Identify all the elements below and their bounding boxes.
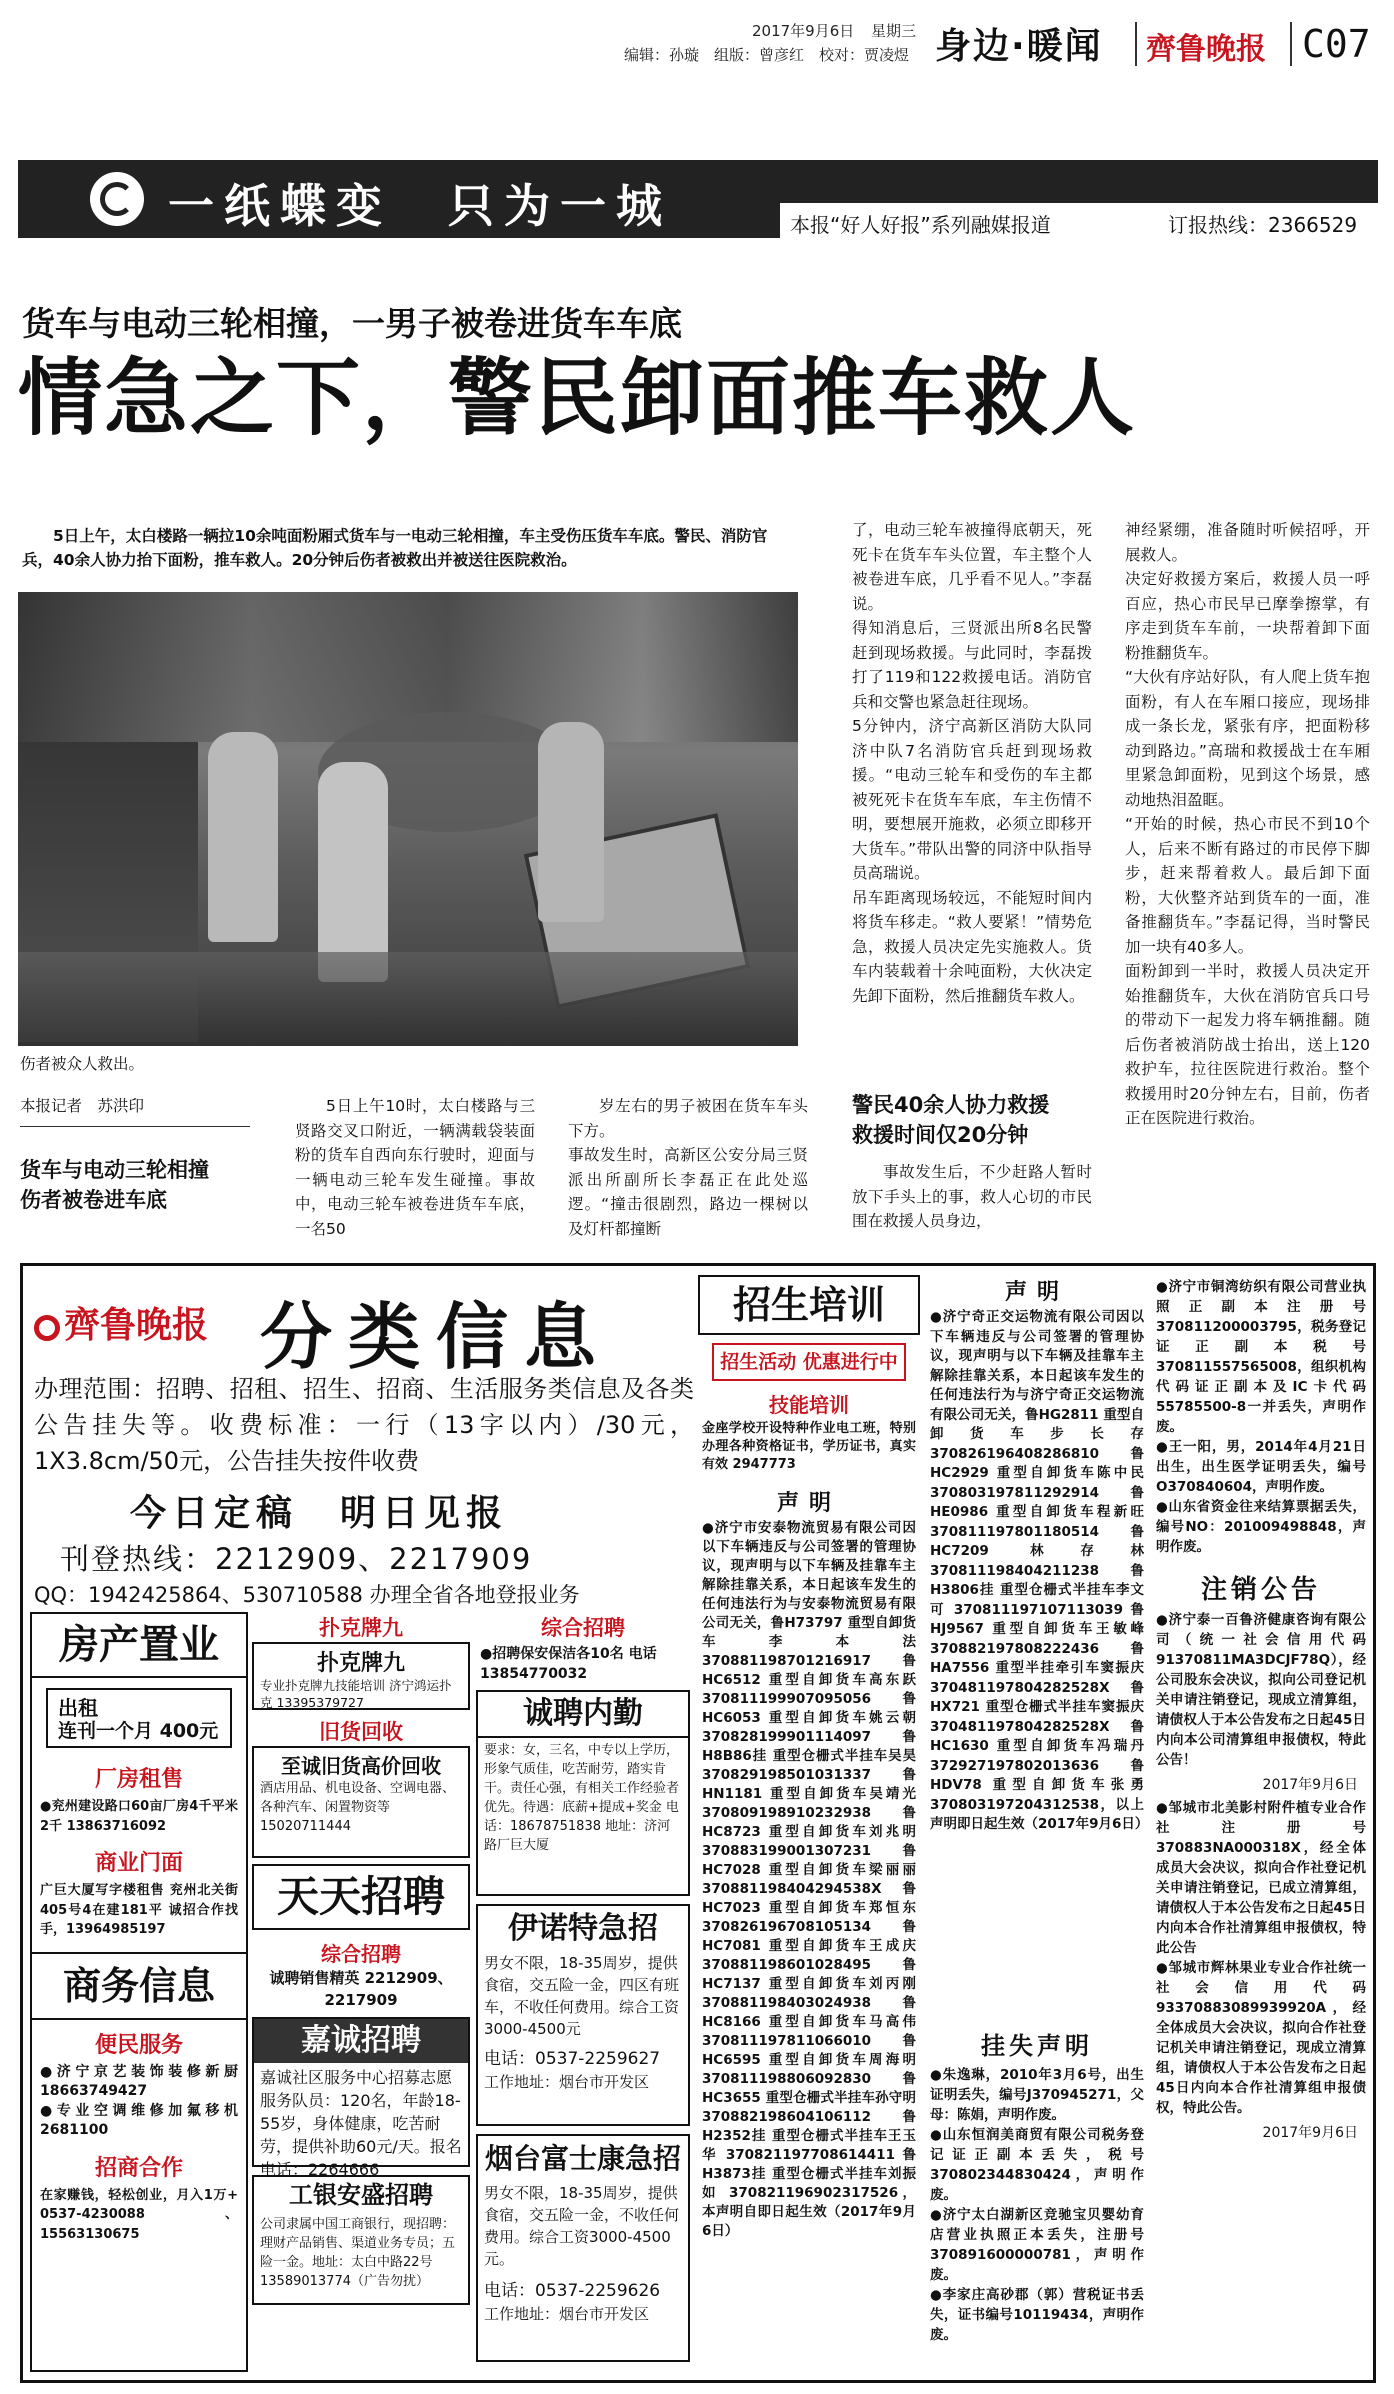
realestate-heading: 房产置业 (32, 1614, 246, 1678)
jiacheng-ad (252, 2017, 470, 2179)
issue-date: 2017年9月6日 (752, 22, 855, 40)
yantai-tel: 电话：0537-2259626 (484, 2281, 661, 2301)
article-column-3b: 事故发生后，不少赶路人暂时放下手头上的事，救人心切的市民围在救援人员身边， (852, 1163, 1092, 1230)
ads-column-e (926, 1275, 1148, 2375)
notice2-title: 声明 (1004, 1280, 1069, 1305)
promo-box: 招生活动 优惠进行中 (712, 1343, 906, 1381)
chengpin-heading: 诚聘内勤 (478, 1692, 688, 1738)
poker-ad (252, 1642, 470, 1710)
editor-credits: 编辑：孙璇 组版：曾彦红 校对：贾凌煜 (624, 46, 910, 64)
paragraph: 5日上午10时，太白楼路与三贤路交叉口附近，一辆满载袋装面粉的货车自西向东行驶时，迎面与一辆电动三轮车发生碰撞。事故中，电动三轮车被卷进货车车底，一名50 (295, 1097, 535, 1238)
cancel2-text: ●邹城市北美影村附件植专业合作社注册号370883NA000318X，经全体成员大会决议，拟向合作社登记机关申请注销登记，已成立清算组，请债权人于本公告发布之日起45日内向本合作社清算组申报债权，特此公告 ●邹城市辉林果业专业合作社统一社会信用代码93370883089939920A，经全体成员大会决议，拟向合作社登记机关申请注销登记，现成立清算组，请债权人于本公告发布之日起45日内向本合作社清算组申报债权，特此公告。 (1156, 1800, 1366, 2116)
ads-column-b (252, 1612, 470, 2372)
news-photo (18, 592, 798, 1046)
banner-slogan: 一纸蝶变 只为一城 (168, 179, 672, 233)
photo-caption: 5日上午，太白楼路一辆拉10余吨面粉厢式货车与一电动三轮相撞，车主受伤压货车车底。警民、消防官兵，40余人协力抬下面粉，推车救人。20分钟后伤者被救出并被送往医院救治。 (22, 527, 768, 569)
subscribe-hotline: 订报热线：2366529 (1168, 213, 1358, 237)
yantai-text: 男女不限，18-35周岁，提供食宿，交五险一金，不收任何费用。综合工资3000-4500元。 (484, 2184, 680, 2268)
ads-column-f (1152, 1275, 1370, 2375)
poker-title: 扑克牌九 (319, 1616, 403, 1640)
banner-logo-icon (90, 172, 144, 226)
gongyin-text: 公司隶属中国工商银行，现招聘：理财产品销售、渠道业务专员；五险一金。地址：太白中路22号 13589013774（广告勿扰） (260, 2217, 456, 2289)
factory-title: 厂房租售 (94, 1767, 183, 1792)
yinuo-text: 男女不限，18-35周岁，提供食宿，交五险一金，四区有班车，不收任何费用。综合工资3000-4500元 (484, 1954, 680, 2038)
classified-scope: 办理范围：招聘、招租、招生、招商、生活服务类信息及各类公告挂失等。收费标准：一行（13字以内）/30元，1X3.8cm/50元，公告挂失按件收费 (34, 1375, 694, 1475)
notice2-text: ●济宁奇正交运物流有限公司因以下车辆违反与公司签署的管理协议，现声明与以下车辆及挂靠车主解除挂靠关系，本日起该车发生的任何违法行为与济宁奇正交运物流有限公司无关，鲁HG2811 重型自卸货车步长存 370826196408286810 鲁HC2929 重型自卸货车陈中民 370803197811292914 鲁HE0986 重型自卸货车程新旺 370811197801180514 鲁HC7209 林存林 370811198404211238 鲁H3806挂 重型仓栅式半挂车李文可 370811197107113039 鲁HJ9567 重型自卸货车王敏峰 370882197808222436 鲁HA7556 重型半挂牵引车窦振庆 370481197804282528X 鲁HX721 重型仓栅式半挂车窦振庆 370481197804282528X 鲁HC1630 重型自卸货车冯瑞丹 372927197802013636 鲁HDV78 重型自卸货车张勇 370803197204312538，以上声明即日起生效（2017年9月6日） (930, 1309, 1149, 1832)
header-divider (1290, 22, 1292, 66)
tiantian-heading: 天天招聘 (252, 1864, 470, 1930)
gongyin-ad (252, 2175, 470, 2305)
yantai-heading: 烟台富士康急招 (484, 2142, 681, 2175)
article-column-4: 神经紧绷，准备随时听候招呼，开展救人。 决定好救援方案后，救援人员一呼百应，热心市民早已摩拳擦掌，有序走到货车车前，一块帮着卸下面粉推翻货车。 “大伙有序站好队，有人爬上货车抱面粉，有人在车厢口接应，现场排成一条长龙，紧张有序，把面粉移动到路边。”高瑞和救援战士在车厢里紧急卸面粉，见到这个场景，感动地热泪盈眶。 “开始的时候，热心市民不到10个人，后来不断有路过的市民停下脚步，赶来帮着救人。最后卸下面粉，大伙整齐站到货车的一面，准备推翻货车。”李磊记得，当时警民加一块有40多人。 面粉卸到一半时，救援人员决定开始推翻货车，大伙在消防官兵口号的带动下一起发力将车辆推翻。随后伤者被消防战士抬出，送上120救护车，拉往医院进行救治。整个救援用时20分钟左右，目前，伤者正在医院进行救治。 (1125, 521, 1370, 1127)
classified-logo (34, 1297, 208, 1348)
yinuo-ad (476, 1904, 690, 2126)
lost-text: ●朱逸琳，2010年3月6号，出生证明丢失，编号J370945271，父母：陈娟，声明作废。 ●山东恒润美商贸有限公司税务登记证正副本丢失，税号370802344830424，声明作废。 ●济宁太白湖新区竞驰宝贝婴幼育店营业执照正本丢失，注册号370891600000781，声明作废。 ●李家庄高砂郡（郭）营税证书丢失，证书编号10119434，声明作废。 (930, 2067, 1144, 2343)
right-notice-text: ●济宁市铜湾纺织有限公司营业执照正副本注册号370811200003795，税务登记证正副本税号370811557565008，组织机构代码证正副本及IC卡代码55785500-8一并丢失，声明作废。 ●王一阳，男，2014年4月21日出生，出生医学证明丢失，编号O370840604，声明作废。 ●山东省资金往来结算票据丢失，编号NO：201009498848，声明作废。 (1156, 1279, 1366, 1555)
ads-column-c (476, 1612, 690, 2372)
invest-text: 在家赚钱，轻松创业，月入1万+ 0537-4230088、15563130675 (40, 2187, 238, 2242)
series-label: 本报“好人好报”系列融媒报道 (790, 213, 1051, 237)
firefighter-figure (318, 762, 388, 982)
cancel-text: ●济宁泰一百鲁济健康咨询有限公司（统一社会信用代码91370811MA3DCJF78Q），经公司股东会决议，拟向公司登记机关申请注销登记，现成立清算组，请债权人于本公告发布之日起45日内向本公司清算组申报债权，特此公告！ (1156, 1612, 1366, 1768)
gongyin-heading: 工银安盛招聘 (289, 2181, 433, 2209)
firefighter-figure (208, 732, 278, 942)
poker-heading: 扑克牌九 (316, 1651, 405, 1676)
section-title: 身边·暖闻 (935, 26, 1103, 67)
recycle-heading: 至诚旧货高价回收 (281, 1754, 441, 1778)
yinuo-tel: 电话：0537-2259627 (484, 2049, 661, 2069)
cancel-title: 注销公告 (1200, 1575, 1321, 1605)
classified-slogan: 今日定稿 明日见报 (130, 1492, 509, 1534)
page-number: C07 (1302, 22, 1371, 66)
notice-title: 声明 (776, 1491, 841, 1516)
issue-weekday: 星期三 (871, 22, 917, 40)
invest-title: 招商合作 (94, 2155, 183, 2181)
photo-caption-small: 伤者被众人救出。 (20, 1055, 145, 1073)
chengpin-ad (476, 1690, 690, 1896)
yantai-addr: 工作地址：烟台市开发区 (484, 2305, 650, 2323)
jiacheng-text: 嘉诚社区服务中心招募志愿服务队员：120名，年龄18-55岁，身体健康，吃苦耐劳，提供补助60元/天。报名电话：2264666 (260, 2068, 462, 2179)
reporter-credit: 本报记者 苏洪印 (20, 1097, 145, 1115)
hiring-title: 综合招聘 (321, 1942, 401, 1966)
skill-text: 金座学校开设特种作业电工班，特别办理各种资格证书，学历证书，真实有效 2947773 (702, 1421, 916, 1472)
lost-title: 挂失声明 (981, 2032, 1093, 2060)
article-column-3: 了，电动三轮车被撞得底朝天，死死卡在货车车头位置，车主整个人被卷进车底，几乎看不见人。”李磊说。 得知消息后，三贤派出所8名民警赶到现场救援。与此同时，李磊拨打了119和122救援电话。消防官兵和交警也紧急赶往现场。 5分钟内，济宁高新区消防大队同济中队7名消防官兵赶到现场救援。“电动三轮车和受伤的车主都被死死卡在货车车底，车主伤情不明，要想展开施救，必须立即移开大货车。”带队出警的同济中队指导员高瑞说。 吊车距离现场较远，不能短时间内将货车移走。“救人要紧！”情势危急，救援人员决定先实施救人。货车内装载着十余吨面粉，大伙决定先卸下面粉，然后推翻货车救人。 (852, 521, 1092, 1005)
rent-text: 连刊一个月 400元 (58, 1720, 219, 1742)
classified-header (30, 1275, 694, 1607)
rent-ad (46, 1688, 232, 1748)
article-subtitle: 货车与电动三轮相撞，一男子被卷进货车车底 (22, 304, 682, 343)
brand-icon (34, 1315, 60, 1341)
banner-info-strip (780, 203, 1380, 239)
ads-column-d (698, 1275, 920, 2375)
recycle-ad (252, 1746, 470, 1858)
rent-title: 出租 (58, 1696, 98, 1720)
poker-text: 专业扑克牌九技能培训 济宁鸿运扑克 13395379727 (260, 1678, 452, 1710)
issue-date-line (752, 20, 916, 41)
article-summary: 货车与电动三轮相撞 伤者被卷进车底 (20, 1158, 209, 1212)
article-column-2: 岁左右的男子被困在货车车头下方。 事故发生时，高新区公安分局三贤派出所副所长李磊正在此处巡逻。“撞击很剧烈，路边一棵树以及灯杆都撞断 (568, 1097, 808, 1238)
cancel-date: 2017年9月6日 (1262, 1777, 1358, 1793)
business-heading: 商务信息 (32, 1952, 246, 2020)
yantai-ad (476, 2134, 690, 2362)
classified-hotline: 刊登热线：2212909、2217909 (60, 1542, 533, 1576)
hiring-text: 诚聘销售精英 2212909、2217909 (269, 1969, 453, 2009)
life-title: 便民服务 (94, 2032, 183, 2058)
training-heading: 招生培训 (698, 1275, 920, 1335)
article-title: 情急之下，警民卸面推车救人 (18, 348, 1137, 447)
recycle-title: 旧货回收 (319, 1720, 403, 1744)
shop-text: 广巨大厦写字楼租售 兖州北关街405号4在建181平 诚招合作找手，13964985197 (40, 1883, 238, 1937)
article-subhead: 警民40余人协力救援 救援时间仅20分钟 (852, 1093, 1050, 1147)
notice-text: ●济宁市安泰物流贸易有限公司因以下车辆违反与公司签署的管理协议，现声明与以下车辆及挂靠车主解除挂靠关系，本日起该车发生的任何违法行为与安泰物流贸易有限公司无关，鲁H73797 重型自卸货车李本法 370881198701216917 鲁HC6512 重型自卸货车高东跃 370811199907095056 鲁HC6053 重型自卸货车姚云朝 370828199901114097 鲁H8B86挂 重型仓栅式半挂车吴昊 370829198501031337 鲁HN1181 重型自卸货车吴靖光 370809198910232938 鲁HC8723 重型自卸货车刘兆明 370883199001307231 鲁HC7028 重型自卸货车梁丽丽 370881198404294538X 鲁HC7023 重型自卸货车郑恒东 370826196708105134 鲁HC7081 重型自卸货车王成庆 370881198601028495 鲁HC7137 重型自卸货车刘丙刚 370881198403024938 鲁HC8166 重型自卸货车马高伟 370811197811066010 鲁HC6595 重型自卸货车周海明 370811198806092830 鲁HC3655 重型仓栅式半挂车孙守明 370882198604106112 鲁H2352挂 重型仓栅式半挂车王玉华 370821197708614411 鲁H3873挂 重型仓栅式半挂车刘振如 370821196902317526，本声明自即日起生效（2017年9月6日） (702, 1520, 916, 2239)
classified-qq: QQ：1942425864、530710588 办理全省各地登报业务 (34, 1583, 580, 1607)
brand-logo: 齊鲁晚报 (1146, 32, 1266, 67)
cancel2-date: 2017年9月6日 (1262, 2125, 1358, 2141)
classified-logo-text: 齊鲁晚报 (64, 1304, 209, 1346)
shop-title: 商业门面 (94, 1851, 183, 1876)
ads-column-a (30, 1612, 248, 2372)
general-title: 综合招聘 (541, 1616, 625, 1640)
factory-text: ●兖州建设路口60亩厂房4千平米2千 13863716092 (40, 1799, 238, 1834)
article-column-1 (295, 1094, 535, 1241)
jiacheng-heading: 嘉诚招聘 (254, 2019, 468, 2063)
security-text: ●招聘保安保洁各10名 电话13854770032 (480, 1646, 657, 1682)
header-divider (1135, 22, 1137, 66)
firefighter-figure (538, 722, 604, 922)
classified-title: 分类信息 (260, 1294, 613, 1379)
recycle-text: 酒店用品、机电设备、空调电器、各种汽车、闲置物资等 15020711444 (260, 1781, 456, 1834)
chengpin-text: 要求：女，三名，中专以上学历，形象气质佳，吃苦耐劳，踏实肯干。责任心强，有相关工作经验者优先。待遇：底薪+提成+奖金 电话：18678751838 地址：济河路厂巨大厦 (484, 1743, 680, 1853)
life-text: ●济宁京艺装饰装修新厨 18663749427 ●专业空调维修加氟移机 2681100 (40, 2063, 238, 2138)
yinuo-heading: 伊诺特急招 (508, 1911, 658, 1946)
skill-title: 技能培训 (769, 1393, 849, 1417)
yinuo-addr: 工作地址：烟台市开发区 (484, 2073, 650, 2091)
